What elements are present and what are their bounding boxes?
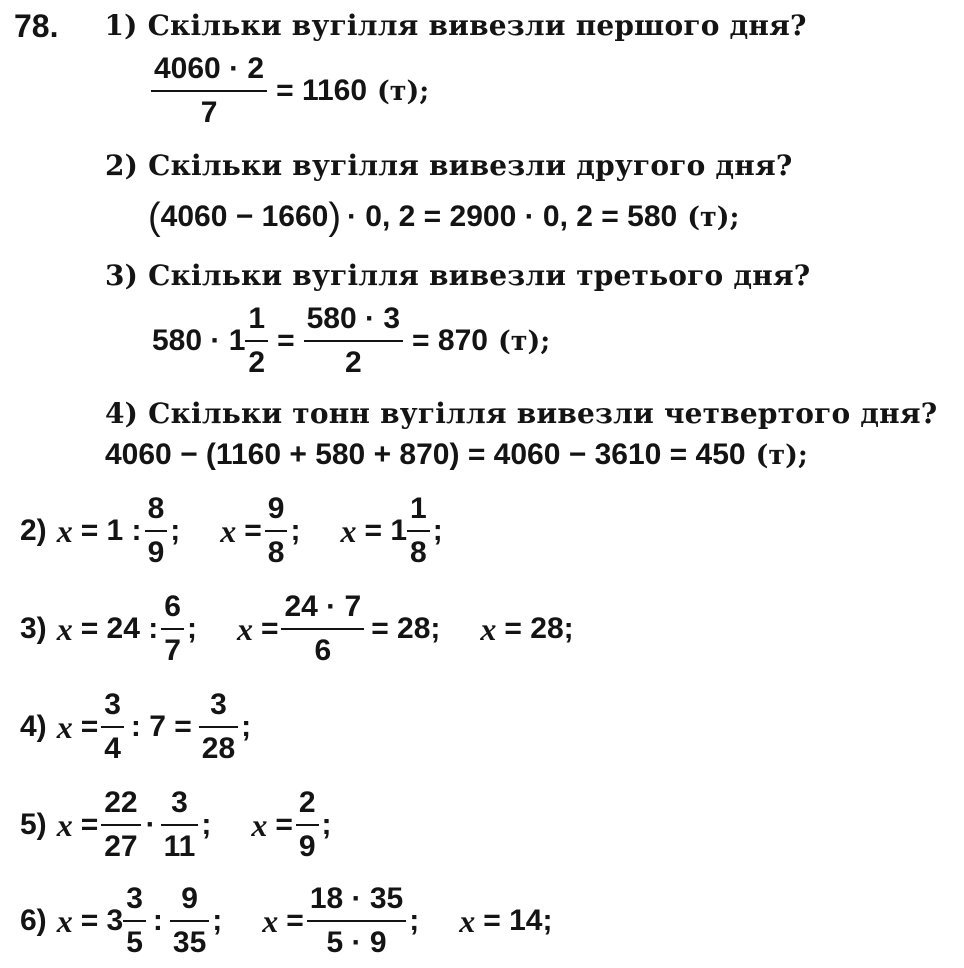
calc-3-eq1: =	[277, 324, 295, 357]
equation-3-label: 3)	[20, 612, 47, 645]
fraction-3-numerator: 580 · 3	[306, 302, 401, 335]
eq5-fraction-a	[101, 788, 140, 862]
eq2-fraction-a-denominator: 9	[147, 536, 165, 569]
eq6-d-rest: = 14;	[483, 904, 553, 937]
equation-2	[20, 494, 443, 568]
eq3-fraction-a-denominator: 7	[164, 634, 181, 667]
eq5-fraction-b-denominator: 11	[163, 830, 196, 863]
calc-1-result: = 1160	[276, 74, 368, 107]
eq4-mid: : 7 =	[130, 710, 192, 743]
variable-x: x	[236, 611, 253, 647]
eq4-fraction-a-denominator: 4	[104, 732, 121, 765]
equation-5	[20, 788, 332, 862]
equation-4	[20, 690, 251, 764]
equation-2-label: 2)	[20, 514, 47, 547]
eq3-a-end: ;	[186, 612, 197, 645]
equation-3	[20, 592, 574, 666]
unit-label: (т);	[377, 75, 430, 107]
paren-open: (	[148, 196, 161, 238]
calc-3-lead: 580 · 1	[152, 324, 246, 357]
eq2-fraction-a	[145, 494, 168, 568]
paren-close: )	[328, 196, 341, 238]
eq2-fraction-b	[265, 494, 288, 568]
variable-x: x	[480, 611, 497, 647]
eq3-fraction-b	[281, 592, 364, 666]
eq5-a-eq: =	[80, 808, 99, 841]
fraction-3	[304, 304, 403, 378]
question-4-row	[105, 397, 938, 430]
mixed-fraction-numerator: 1	[248, 302, 266, 335]
eq6-c-eq: =	[286, 904, 304, 937]
eq5-fraction-c-denominator: 9	[298, 830, 316, 863]
unit-label: (т);	[755, 439, 808, 471]
variable-x: x	[459, 903, 476, 939]
equation-6	[20, 884, 552, 958]
variable-x: x	[251, 807, 268, 843]
variable-x: x	[56, 807, 73, 843]
eq4-a-eq: =	[80, 710, 99, 743]
eq6-fraction-a-numerator: 3	[126, 882, 143, 915]
eq5-fraction-b-numerator: 3	[171, 786, 188, 819]
eq4-fraction-b-denominator: 28	[201, 732, 236, 765]
question-3: 3) Скільки вугілля вивезли третього дня?	[105, 259, 811, 292]
eq6-c-end: ;	[409, 904, 420, 937]
problem-78-header	[14, 10, 807, 42]
eq2-c-lead: = 1	[364, 514, 408, 547]
mixed-fraction-denominator: 2	[248, 346, 266, 379]
eq2-b-end: ;	[290, 514, 301, 547]
eq5-c-eq: =	[275, 808, 293, 841]
eq6-fraction-b-numerator: 9	[181, 882, 198, 915]
eq5-fraction-c	[296, 788, 319, 862]
fraction-3-denominator: 2	[344, 346, 362, 379]
calc-4	[105, 440, 808, 470]
fraction-1-denominator: 7	[200, 96, 218, 129]
calc-2	[148, 198, 739, 236]
eq2-c-end: ;	[432, 514, 443, 547]
variable-x: x	[56, 513, 73, 549]
eq3-a-lead: = 24 :	[80, 612, 159, 645]
eq3-fraction-b-numerator: 24 · 7	[284, 590, 362, 623]
eq5-dot: ·	[145, 808, 156, 841]
calc-2-inner: 4060 − 1660	[160, 200, 329, 233]
eq2-fraction-b-denominator: 8	[267, 536, 285, 569]
eq6-fraction-b-denominator: 35	[172, 926, 207, 959]
variable-x: x	[56, 709, 73, 745]
eq2-fraction-b-numerator: 9	[267, 492, 285, 525]
equation-4-label: 4)	[20, 710, 47, 743]
eq5-fraction-a-numerator: 22	[104, 786, 138, 819]
eq4-fraction-a	[101, 690, 124, 764]
variable-x: x	[220, 513, 237, 549]
eq2-a-end: ;	[170, 514, 181, 547]
problem-number: 78.	[14, 8, 59, 44]
eq2-b-eq: =	[244, 514, 262, 547]
calc-3	[152, 304, 550, 378]
eq5-fraction-c-numerator: 2	[298, 786, 316, 819]
calc-4-expression: 4060 − (1160 + 580 + 870) = 4060 − 3610 = 450	[105, 438, 746, 471]
eq2-a-lead: = 1 :	[80, 514, 142, 547]
variable-x: x	[56, 903, 73, 939]
eq5-fraction-b	[161, 788, 199, 862]
eq6-fraction-c	[307, 884, 406, 958]
variable-x: x	[262, 903, 279, 939]
eq3-b-end: = 28;	[371, 612, 441, 645]
eq2-fraction-c	[407, 494, 430, 568]
eq4-fraction-b-numerator: 3	[210, 688, 227, 721]
eq6-a-lead: = 3	[80, 904, 124, 937]
mixed-fraction	[245, 304, 268, 378]
eq2-fraction-c-numerator: 1	[410, 492, 427, 525]
calc-3-result: = 870	[412, 324, 488, 357]
unit-label: (т);	[497, 325, 551, 357]
eq3-fraction-b-denominator: 6	[314, 634, 332, 667]
eq3-fraction-a	[161, 592, 184, 666]
eq6-fraction-c-numerator: 18 · 35	[309, 882, 404, 915]
eq6-fraction-c-denominator: 5 · 9	[326, 926, 387, 959]
eq6-colon: :	[152, 904, 163, 937]
fraction-1	[151, 54, 267, 128]
eq5-c-end: ;	[321, 808, 332, 841]
question-4: 4) Скільки тонн вугілля вивезли четвертого дня?	[105, 397, 938, 430]
question-2: 2) Скільки вугілля вивезли другого дня?	[105, 149, 793, 182]
eq6-fraction-b	[170, 884, 209, 958]
eq4-fraction-b	[199, 690, 238, 764]
question-2-row	[105, 149, 793, 182]
question-1: 1) Скільки вугілля вивезли першого дня?	[104, 9, 807, 42]
variable-x: x	[56, 611, 73, 647]
calc-1	[148, 54, 429, 128]
eq4-end: ;	[241, 710, 252, 743]
eq5-a-end: ;	[201, 808, 212, 841]
calc-2-rest: · 0, 2 = 2900 · 0, 2 = 580	[346, 200, 678, 233]
eq6-a-end: ;	[212, 904, 223, 937]
question-3-row	[105, 259, 811, 292]
eq4-fraction-a-numerator: 3	[104, 688, 121, 721]
equation-6-label: 6)	[20, 904, 47, 937]
equation-5-label: 5)	[20, 808, 47, 841]
eq2-fraction-a-numerator: 8	[147, 492, 165, 525]
eq3-c-rest: = 28;	[504, 612, 574, 645]
unit-label: (т);	[687, 201, 740, 233]
eq3-fraction-a-numerator: 6	[164, 590, 181, 623]
eq2-fraction-c-denominator: 8	[410, 536, 427, 569]
eq5-fraction-a-denominator: 27	[104, 830, 138, 863]
fraction-1-numerator: 4060 · 2	[154, 52, 265, 85]
eq6-fraction-a	[123, 884, 146, 958]
eq3-b-eq: =	[260, 612, 279, 645]
eq6-fraction-a-denominator: 5	[126, 926, 143, 959]
variable-x: x	[340, 513, 357, 549]
